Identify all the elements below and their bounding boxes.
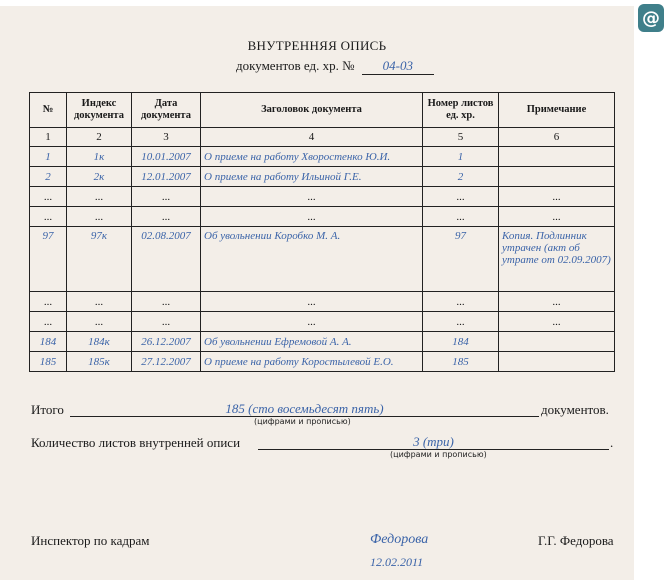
column-number: 4 bbox=[201, 128, 423, 147]
cell-note: ... bbox=[499, 187, 615, 207]
document-sheet bbox=[0, 6, 634, 580]
cell-sheets: 97 bbox=[423, 227, 499, 292]
table-row bbox=[30, 207, 615, 227]
cell-index: 2к bbox=[67, 167, 132, 187]
cell-number: 184 bbox=[30, 332, 67, 352]
cell-index: 1к bbox=[67, 147, 132, 167]
column-number: 2 bbox=[67, 128, 132, 147]
cell-title: ... bbox=[201, 207, 423, 227]
column-number-row bbox=[30, 128, 615, 147]
table-row bbox=[30, 167, 615, 187]
cell-title: ... bbox=[201, 292, 423, 312]
cell-date: ... bbox=[132, 292, 201, 312]
itogo-hint: (цифрами и прописью) bbox=[254, 417, 351, 426]
signature-date: 12.02.2011 bbox=[370, 555, 424, 569]
cell-note bbox=[499, 167, 615, 187]
cell-note bbox=[499, 147, 615, 167]
cell-number: ... bbox=[30, 312, 67, 332]
cell-note bbox=[499, 332, 615, 352]
cell-index: ... bbox=[67, 207, 132, 227]
table-row bbox=[30, 352, 615, 372]
cell-index: ... bbox=[67, 312, 132, 332]
itogo-value: 185 (сто восемьдесят пять) bbox=[70, 401, 539, 417]
cell-number: 185 bbox=[30, 352, 67, 372]
sheets-label: Количество листов внутренней описи bbox=[31, 435, 241, 450]
col-header-index: Индекс документа bbox=[67, 93, 132, 128]
cell-index: 184к bbox=[67, 332, 132, 352]
cell-date: 12.01.2007 bbox=[132, 167, 201, 187]
cell-title: Об увольнении Ефремовой А. А. bbox=[201, 332, 423, 352]
column-number: 6 bbox=[499, 128, 615, 147]
sheets-hint: (цифрами и прописью) bbox=[390, 450, 487, 459]
unit-number: 04-03 bbox=[362, 58, 434, 75]
sheets-value: 3 (три) bbox=[258, 434, 609, 450]
cell-date: ... bbox=[132, 187, 201, 207]
cell-sheets: ... bbox=[423, 187, 499, 207]
subtitle-label: документов ед. хр. № bbox=[236, 58, 355, 73]
table-row bbox=[30, 227, 615, 292]
cell-sheets: ... bbox=[423, 312, 499, 332]
cell-date: ... bbox=[132, 312, 201, 332]
cell-sheets: ... bbox=[423, 207, 499, 227]
cell-number: 1 bbox=[30, 147, 67, 167]
cell-note: ... bbox=[499, 292, 615, 312]
cell-number: ... bbox=[30, 207, 67, 227]
cell-number: ... bbox=[30, 187, 67, 207]
table-body bbox=[30, 147, 615, 372]
cell-sheets: 2 bbox=[423, 167, 499, 187]
document-title: ВНУТРЕННЯЯ ОПИСЬ bbox=[247, 38, 387, 53]
sheets-suffix: . bbox=[610, 435, 614, 450]
col-header-title: Заголовок документа bbox=[201, 93, 423, 128]
inventory-table bbox=[29, 92, 615, 372]
table-row bbox=[30, 292, 615, 312]
handwritten-signature: Федорова bbox=[370, 532, 429, 547]
table-header-row bbox=[30, 93, 615, 128]
table-row bbox=[30, 187, 615, 207]
signer-name: Г.Г. Федорова bbox=[538, 533, 614, 548]
cell-note: ... bbox=[499, 312, 615, 332]
cell-sheets: 1 bbox=[423, 147, 499, 167]
cell-date: 10.01.2007 bbox=[132, 147, 201, 167]
cell-index: 185к bbox=[67, 352, 132, 372]
col-header-date: Дата документа bbox=[132, 93, 201, 128]
cell-number: ... bbox=[30, 292, 67, 312]
cell-index: 97к bbox=[67, 227, 132, 292]
cell-date: ... bbox=[132, 207, 201, 227]
cell-title: ... bbox=[201, 187, 423, 207]
itogo-suffix: документов. bbox=[541, 402, 609, 417]
cell-sheets: 185 bbox=[423, 352, 499, 372]
cell-number: 2 bbox=[30, 167, 67, 187]
cell-date: 02.08.2007 bbox=[132, 227, 201, 292]
cell-note: ... bbox=[499, 207, 615, 227]
col-header-note: Примечание bbox=[499, 93, 615, 128]
at-sign-icon[interactable]: @ bbox=[638, 4, 664, 32]
column-number: 3 bbox=[132, 128, 201, 147]
cell-sheets: ... bbox=[423, 292, 499, 312]
cell-title: О приеме на работу Ильиной Г.Е. bbox=[201, 167, 423, 187]
cell-note: Копия. Подлинник утрачен (акт об утрате от 02.09.2007) bbox=[499, 227, 615, 292]
cell-title: О приеме на работу Хворостенко Ю.И. bbox=[201, 147, 423, 167]
col-header-sheets: Номер листов ед. хр. bbox=[423, 93, 499, 128]
cell-index: ... bbox=[67, 292, 132, 312]
cell-title: Об увольнении Коробко М. А. bbox=[201, 227, 423, 292]
signer-position: Инспектор по кадрам bbox=[31, 533, 150, 548]
cell-number: 97 bbox=[30, 227, 67, 292]
cell-title: ... bbox=[201, 312, 423, 332]
table-row bbox=[30, 312, 615, 332]
table-row bbox=[30, 332, 615, 352]
itogo-label: Итого bbox=[31, 402, 64, 417]
cell-date: 26.12.2007 bbox=[132, 332, 201, 352]
table-row bbox=[30, 147, 615, 167]
cell-date: 27.12.2007 bbox=[132, 352, 201, 372]
cell-index: ... bbox=[67, 187, 132, 207]
col-header-number: № bbox=[30, 93, 67, 128]
cell-title: О приеме на работу Коростылевой Е.О. bbox=[201, 352, 423, 372]
document-subtitle bbox=[236, 58, 434, 75]
cell-note bbox=[499, 352, 615, 372]
column-number: 5 bbox=[423, 128, 499, 147]
column-number: 1 bbox=[30, 128, 67, 147]
cell-sheets: 184 bbox=[423, 332, 499, 352]
